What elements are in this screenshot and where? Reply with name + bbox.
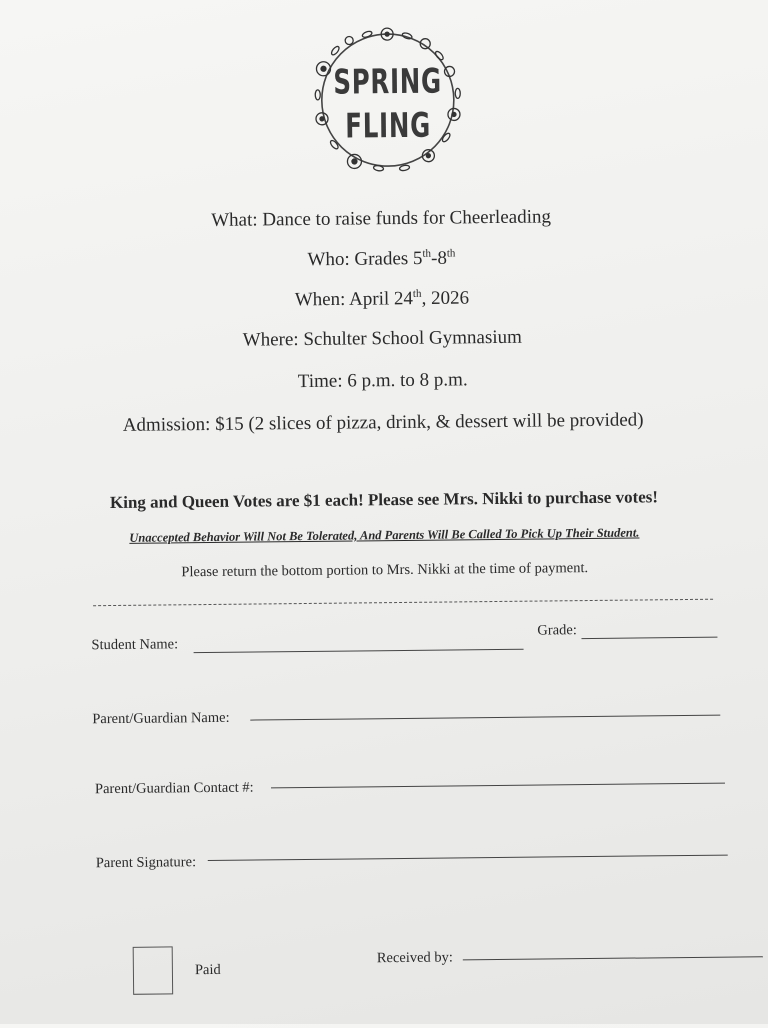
- received-by-label: Received by:: [376, 949, 453, 967]
- grade-line[interactable]: [581, 637, 717, 639]
- return-note: Please return the bottom portion to Mrs. Nikki at the time of payment.: [181, 560, 589, 581]
- parent-contact-line[interactable]: [271, 783, 725, 789]
- parent-signature-label: Parent Signature:: [95, 854, 197, 872]
- parent-name-line[interactable]: [250, 715, 720, 721]
- student-name-line[interactable]: [194, 649, 524, 653]
- cut-line: [93, 599, 713, 606]
- grade-label: Grade:: [537, 622, 577, 639]
- logo-line-2: FLING: [345, 105, 432, 147]
- event-time: Time: 6 p.m. to 8 p.m.: [297, 369, 468, 393]
- event-where: Where: Schulter School Gymnasium: [242, 326, 522, 351]
- event-what: What: Dance to raise funds for Cheerleading: [211, 206, 552, 231]
- behavior-warning: Unaccepted Behavior Will Not Be Tolerated, And Parents Will Be Called To Pick Up Their Student.: [129, 525, 640, 545]
- parent-name-label: Parent/Guardian Name:: [92, 709, 230, 728]
- paid-label: Paid: [194, 961, 221, 979]
- parent-contact-label: Parent/Guardian Contact #:: [94, 779, 254, 798]
- spring-fling-logo: [307, 19, 469, 181]
- parent-signature-line[interactable]: [208, 855, 728, 861]
- paid-checkbox[interactable]: [133, 946, 174, 994]
- event-admission: Admission: $15 (2 slices of pizza, drink, & dessert will be provided): [122, 409, 644, 436]
- received-by-line[interactable]: [463, 956, 763, 960]
- student-name-label: Student Name:: [91, 636, 179, 654]
- event-when: When: April 24th, 2026: [294, 287, 470, 311]
- event-who: Who: Grades 5th-8th: [307, 247, 456, 271]
- votes-notice: King and Queen Votes are $1 each! Please see Mrs. Nikki to purchase votes!: [109, 487, 659, 513]
- logo-line-1: SPRING: [333, 61, 443, 103]
